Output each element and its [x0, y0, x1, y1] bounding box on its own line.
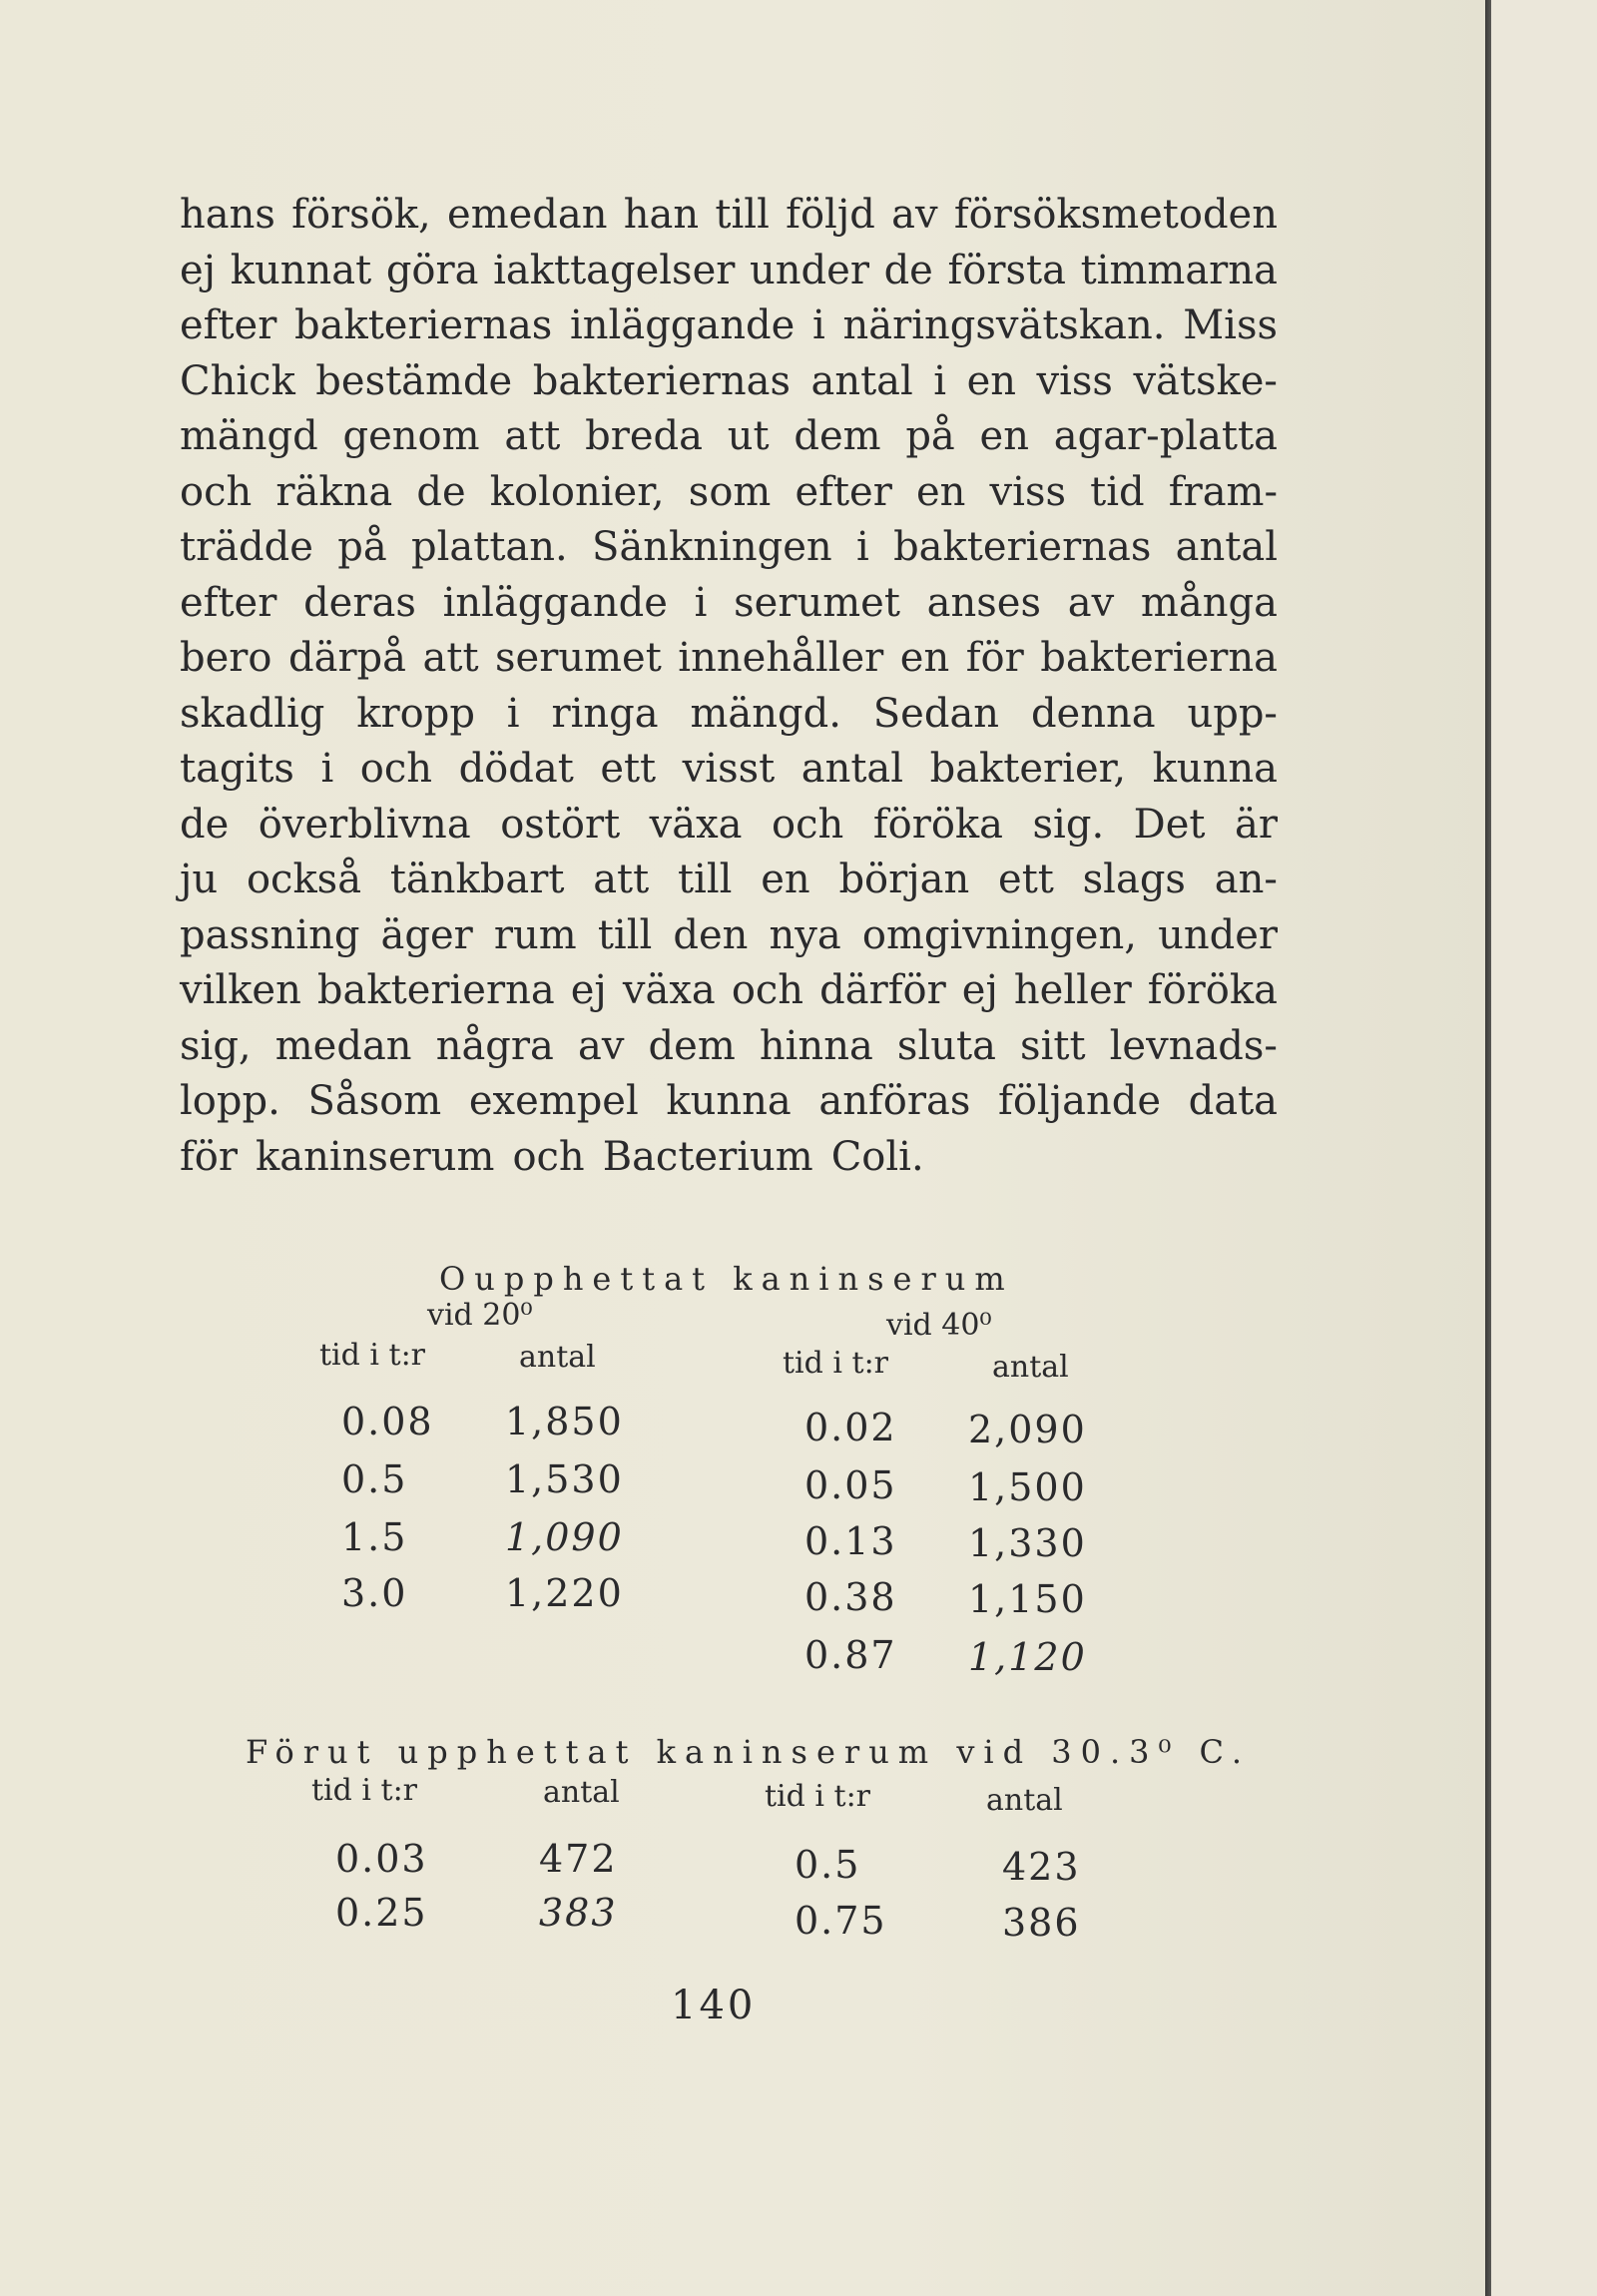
text-line: [180, 853, 1278, 908]
word: och: [512, 1133, 585, 1180]
word: fram-: [1168, 468, 1278, 515]
word: genom: [342, 413, 480, 459]
word: plattan.: [411, 524, 568, 570]
table1-right-count: 1,500: [968, 1465, 1087, 1509]
word: på: [905, 413, 955, 459]
word: också: [246, 857, 362, 902]
word: inläggande: [570, 302, 796, 348]
text-line: [180, 409, 1278, 465]
word: ej: [961, 967, 998, 1013]
word: i: [506, 690, 520, 737]
word: föröka: [872, 801, 1003, 848]
word: kaninserum: [256, 1133, 495, 1180]
word: bero: [180, 635, 272, 681]
word: i: [320, 746, 334, 792]
word: antal: [810, 357, 913, 404]
table1-right-time: 0.38: [804, 1575, 897, 1619]
word: efter: [795, 468, 892, 515]
word: slags: [1082, 857, 1186, 902]
word: av: [891, 192, 938, 238]
word: dem: [648, 1022, 736, 1069]
word: försök,: [291, 192, 431, 238]
word: bestämde: [315, 357, 513, 404]
word: ett: [600, 746, 657, 792]
table1-right-col-count: antal: [992, 1350, 1069, 1385]
word: serumet: [734, 579, 900, 626]
word: den: [673, 911, 749, 958]
word: Sedan: [872, 690, 1000, 737]
table1-right-condition: vid 40⁰: [886, 1308, 992, 1343]
word: göra: [385, 247, 479, 293]
word: timmarna: [1080, 247, 1278, 293]
word: ju: [180, 857, 219, 902]
table1-right-count: 2,090: [968, 1408, 1087, 1451]
word: exempel: [468, 1078, 639, 1124]
table2-right-time: 0.75: [795, 1899, 887, 1943]
table1-right-time: 0.02: [804, 1406, 897, 1449]
word: därpå: [287, 635, 407, 681]
word: efter: [180, 302, 277, 348]
word: inläggande: [442, 579, 668, 626]
text-line: [180, 798, 1278, 854]
word: en: [966, 357, 1017, 404]
table1-left-time: 3.0: [341, 1571, 408, 1615]
table2-left-col-count: antal: [543, 1775, 620, 1810]
word: många: [1140, 579, 1278, 626]
word: av: [1067, 579, 1115, 626]
word: är: [1235, 801, 1278, 848]
word: antal: [800, 746, 904, 792]
word: ostört: [500, 801, 621, 848]
text-line: [180, 188, 1278, 244]
word: äger: [380, 911, 473, 958]
text-line: [180, 354, 1278, 410]
word: hinna: [759, 1022, 873, 1069]
word: i: [933, 357, 947, 404]
word: Coli.: [830, 1133, 924, 1180]
word: breda: [585, 413, 703, 459]
word: en: [761, 857, 810, 902]
table1-right-col-time: tid i t:r: [783, 1346, 889, 1381]
word: bakterier,: [929, 746, 1127, 792]
word: ut: [727, 413, 770, 459]
word: mängd.: [690, 690, 841, 737]
word: överblivna: [258, 801, 471, 848]
word: viss: [1036, 357, 1113, 404]
word: av: [577, 1022, 625, 1069]
word: viss: [989, 468, 1066, 515]
word: an-: [1214, 857, 1278, 902]
word: deras: [303, 579, 416, 626]
word: lopp.: [180, 1078, 280, 1124]
table1-right-time: 0.05: [804, 1463, 897, 1507]
table2-left-count: 472: [539, 1837, 618, 1881]
word: att: [504, 413, 561, 459]
word: medan: [274, 1022, 412, 1069]
word: försöksmetoden: [953, 192, 1278, 238]
word: en: [915, 468, 966, 515]
word: i: [811, 302, 825, 348]
word: till: [715, 192, 770, 238]
table1-right-time: 0.87: [804, 1633, 897, 1677]
word: ej: [570, 967, 607, 1013]
word: de: [180, 801, 230, 848]
word: vilken: [180, 967, 301, 1013]
word: trädde: [180, 524, 313, 570]
background-outside-page: [1491, 0, 1597, 2296]
table1-title: Oupphettat kaninserum: [439, 1260, 1014, 1298]
word: han: [623, 192, 700, 238]
table1-left-count: 1,850: [505, 1400, 624, 1443]
word: dem: [794, 413, 881, 459]
word: bakteriernas: [893, 524, 1152, 570]
word: till: [597, 911, 653, 958]
text-line: [180, 520, 1278, 576]
word: början: [838, 857, 970, 902]
word: bakteriernas: [294, 302, 553, 348]
word: efter: [180, 579, 277, 626]
word: antal: [1175, 524, 1278, 570]
table1-left-time: 0.5: [341, 1457, 408, 1501]
text-line: [180, 631, 1278, 687]
table2-title: Förut upphettat kaninserum vid 30.3⁰ C.: [246, 1733, 1252, 1771]
word: på: [337, 524, 387, 570]
table1-right-count: 1,120: [968, 1635, 1087, 1679]
word: bakteriernas: [532, 357, 791, 404]
word: dödat: [458, 746, 574, 792]
word: kunna: [1152, 746, 1278, 792]
word: rum: [493, 911, 577, 958]
table1-left-count: 1,220: [505, 1571, 624, 1615]
word: tid: [1090, 468, 1145, 515]
word: Det: [1133, 801, 1206, 848]
table1-left-count: 1,090: [505, 1515, 624, 1559]
word: en: [979, 413, 1029, 459]
table2-left-time: 0.03: [335, 1837, 428, 1881]
word: sig.: [1032, 801, 1105, 848]
table2-left-time: 0.25: [335, 1891, 428, 1935]
text-line: [180, 908, 1278, 964]
word: kolonier,: [489, 468, 665, 515]
table1-left-time: 1.5: [341, 1515, 408, 1559]
body-paragraph: [180, 188, 1278, 1185]
word: vätske-: [1133, 357, 1278, 404]
word: tagits: [180, 746, 294, 792]
table2-right-count: 386: [1002, 1901, 1081, 1945]
table1-left-col-count: antal: [519, 1340, 596, 1375]
table1-right-count: 1,330: [968, 1521, 1087, 1565]
word: agar-platta: [1053, 413, 1278, 459]
word: anses: [926, 579, 1041, 626]
word: emedan: [447, 192, 608, 238]
word: sluta: [896, 1022, 996, 1069]
text-line: [180, 576, 1278, 632]
text-line: [180, 1130, 1278, 1186]
word: serumet: [495, 635, 662, 681]
word: bakterierna: [316, 967, 555, 1013]
word: i: [694, 579, 708, 626]
word: en: [899, 635, 950, 681]
table2-left-count: 383: [539, 1891, 618, 1935]
word: därför: [819, 967, 946, 1013]
word: för: [965, 635, 1024, 681]
text-line: [180, 687, 1278, 743]
word: skadlig: [180, 690, 325, 737]
text-line: [180, 742, 1278, 798]
table1-left-col-time: tid i t:r: [319, 1338, 426, 1373]
word: första: [947, 247, 1066, 293]
word: växa: [649, 801, 743, 848]
text-line: [180, 1019, 1278, 1075]
word: iakttagelser: [493, 247, 736, 293]
word: de: [416, 468, 466, 515]
table2-right-col-time: tid i t:r: [765, 1779, 871, 1814]
text-line: [180, 1074, 1278, 1130]
word: att: [422, 635, 479, 681]
word: följande: [998, 1078, 1161, 1124]
table2-right-time: 0.5: [795, 1843, 861, 1887]
word: följd: [786, 192, 875, 238]
word: passning: [180, 911, 360, 958]
word: sig,: [180, 1022, 252, 1069]
word: data: [1188, 1078, 1278, 1124]
word: några: [435, 1022, 554, 1069]
word: Miss: [1183, 302, 1278, 348]
word: de: [883, 247, 933, 293]
word: och: [180, 468, 253, 515]
word: kunna: [666, 1078, 792, 1124]
word: visst: [682, 746, 776, 792]
word: levnads-: [1109, 1022, 1278, 1069]
text-line: [180, 963, 1278, 1019]
word: Chick: [180, 357, 295, 404]
word: kunnat: [230, 247, 372, 293]
word: som: [688, 468, 772, 515]
word: heller: [1013, 967, 1132, 1013]
word: innehåller: [678, 635, 884, 681]
table1-right-time: 0.13: [804, 1519, 897, 1563]
table1-left-condition: vid 20⁰: [427, 1298, 533, 1333]
page-number: 140: [671, 1983, 757, 2028]
table1-left-time: 0.08: [341, 1400, 434, 1443]
table2-right-count: 423: [1002, 1845, 1081, 1889]
table2-right-col-count: antal: [986, 1783, 1063, 1818]
table1-left-count: 1,530: [505, 1457, 624, 1501]
text-line: [180, 298, 1278, 354]
text-line: [180, 244, 1278, 299]
word: föröka: [1147, 967, 1278, 1013]
word: Sänkningen: [592, 524, 832, 570]
word: och: [731, 967, 804, 1013]
word: till: [677, 857, 733, 902]
word: ett: [998, 857, 1054, 902]
word: upp-: [1187, 690, 1278, 737]
word: näringsvätskan.: [842, 302, 1166, 348]
word: under: [750, 247, 869, 293]
word: Såsom: [307, 1078, 442, 1124]
word: nya: [769, 911, 841, 958]
word: ej: [180, 247, 217, 293]
word: kropp: [356, 690, 475, 737]
word: denna: [1030, 690, 1156, 737]
word: sitt: [1020, 1022, 1086, 1069]
word: bakterierna: [1040, 635, 1278, 681]
word: och: [772, 801, 844, 848]
word: och: [359, 746, 433, 792]
word: växa: [622, 967, 716, 1013]
word: anföras: [818, 1078, 971, 1124]
word: att: [593, 857, 650, 902]
word: räkna: [275, 468, 393, 515]
word: i: [855, 524, 869, 570]
word: tänkbart: [389, 857, 565, 902]
word: hans: [180, 192, 275, 238]
word: mängd: [180, 413, 318, 459]
text-line: [180, 465, 1278, 521]
table2-left-col-time: tid i t:r: [311, 1773, 418, 1808]
word: ringa: [551, 690, 659, 737]
word: under: [1158, 911, 1278, 958]
word: omgivningen,: [861, 911, 1137, 958]
word: för: [180, 1133, 239, 1180]
word: Bacterium: [602, 1133, 813, 1180]
table1-right-count: 1,150: [968, 1577, 1087, 1621]
